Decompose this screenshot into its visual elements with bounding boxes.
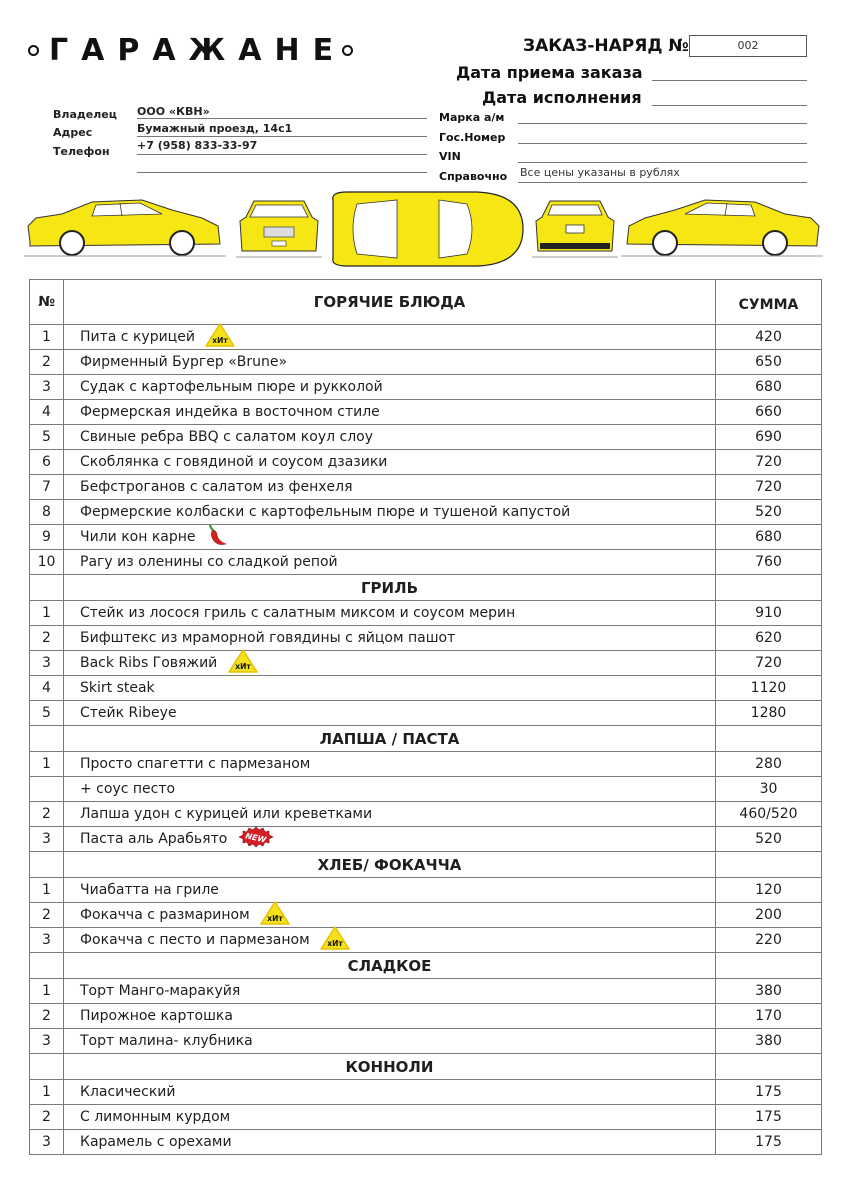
item-name: Skirt steak <box>80 680 155 696</box>
date-received-field[interactable] <box>652 80 807 81</box>
item-name-cell <box>64 450 716 475</box>
address-field[interactable]: Бумажный проезд, 14с1 <box>137 122 293 135</box>
table-row[interactable] <box>30 802 822 827</box>
item-price: 910 <box>716 601 822 626</box>
item-name: Фермерские колбаски с картофельным пюре и тушеной капустой <box>80 504 571 520</box>
item-number: 2 <box>30 903 64 928</box>
chili-pepper-icon <box>206 523 228 547</box>
table-row[interactable] <box>30 701 822 726</box>
item-name-cell <box>64 601 716 626</box>
table-row[interactable] <box>30 425 822 450</box>
hit-badge-text: хИт <box>212 336 229 345</box>
item-name: Бифштекс из мраморной говядины с яйцом пашот <box>80 630 456 646</box>
item-number: 8 <box>30 500 64 525</box>
table-row[interactable] <box>30 325 822 350</box>
item-number: 2 <box>30 350 64 375</box>
item-name: Стейк из лосося гриль с салатным миксом и соусом мерин <box>80 605 516 621</box>
date-done-label: Дата исполнения <box>482 88 642 107</box>
vin-field[interactable] <box>518 162 807 163</box>
item-name: Пирожное картошка <box>80 1008 233 1024</box>
item-price: 690 <box>716 425 822 450</box>
plate-number-field[interactable] <box>518 143 807 144</box>
table-row[interactable] <box>30 979 822 1004</box>
item-name-cell <box>64 777 716 802</box>
car-rear-icon <box>530 197 620 261</box>
item-name: Класический <box>80 1084 176 1100</box>
item-price: 720 <box>716 475 822 500</box>
item-name-cell <box>64 752 716 777</box>
item-name-cell <box>64 375 716 400</box>
item-name: Паста аль Арабьято <box>80 831 228 847</box>
table-row[interactable] <box>30 676 822 701</box>
section-title: ХЛЕБ/ ФОКАЧЧА <box>64 852 716 878</box>
item-number: 5 <box>30 425 64 450</box>
item-name: Судак с картофельным пюре и рукколой <box>80 379 383 395</box>
owner-field[interactable]: ООО «КВН» <box>137 105 210 118</box>
item-number: 2 <box>30 626 64 651</box>
item-number: 10 <box>30 550 64 575</box>
hit-warning-triangle-icon <box>228 649 258 673</box>
item-number: 9 <box>30 525 64 550</box>
section-title: СЛАДКОЕ <box>64 953 716 979</box>
table-row[interactable] <box>30 827 822 852</box>
table-row[interactable] <box>30 903 822 928</box>
item-name: Свиные ребра BBQ с салатом коул слоу <box>80 429 374 445</box>
item-number: 1 <box>30 979 64 1004</box>
item-name-cell <box>64 475 716 500</box>
column-header-sum: СУММА <box>716 280 822 325</box>
item-name: Просто спагетти с пармезаном <box>80 756 311 772</box>
item-price: 420 <box>716 325 822 350</box>
item-name-cell <box>64 676 716 701</box>
owner-label: Владелец <box>53 108 117 121</box>
item-price: 380 <box>716 979 822 1004</box>
new-badge-text: NEW <box>244 831 267 845</box>
phone-label: Телефон <box>53 145 110 158</box>
item-number: 3 <box>30 1130 64 1155</box>
car-side-left-icon <box>22 196 227 261</box>
item-name-cell <box>64 350 716 375</box>
item-number: 5 <box>30 701 64 726</box>
hit-warning-triangle-icon <box>260 901 290 925</box>
item-name: Фирменный Бургер «Brune» <box>80 354 288 370</box>
table-row[interactable] <box>30 1130 822 1155</box>
item-name: Фокачча с размарином <box>80 907 250 923</box>
item-price: 650 <box>716 350 822 375</box>
table-row[interactable] <box>30 1080 822 1105</box>
table-row[interactable] <box>30 752 822 777</box>
date-received-label: Дата приема заказа <box>456 63 643 82</box>
table-row[interactable] <box>30 350 822 375</box>
item-number: 1 <box>30 1080 64 1105</box>
section-sum-cell <box>716 953 822 979</box>
item-name: Рагу из оленины со сладкой репой <box>80 554 338 570</box>
table-row[interactable] <box>30 400 822 425</box>
item-price: 680 <box>716 525 822 550</box>
item-name: Back Ribs Говяжий <box>80 655 218 671</box>
item-price: 520 <box>716 827 822 852</box>
item-number: 4 <box>30 400 64 425</box>
item-number: 1 <box>30 878 64 903</box>
hit-badge-text: хИт <box>235 662 251 671</box>
car-brand-label: Марка а/м <box>439 111 505 124</box>
table-row[interactable] <box>30 651 822 676</box>
section-sum-cell <box>716 575 822 601</box>
section-number-cell <box>30 953 64 979</box>
item-name-cell <box>64 500 716 525</box>
item-name: Лапша удон с курицей или креветками <box>80 806 373 822</box>
section-number-cell <box>30 1054 64 1080</box>
item-name-cell <box>64 1105 716 1130</box>
item-name: Чиабатта на гриле <box>80 882 219 898</box>
section-header-row <box>30 953 822 979</box>
table-row[interactable] <box>30 1004 822 1029</box>
new-starburst-icon <box>238 826 274 848</box>
address-label: Адрес <box>53 126 93 139</box>
item-name: Фокачча с песто и пармезаном <box>80 932 310 948</box>
item-name-cell <box>64 802 716 827</box>
item-name-cell <box>64 827 716 852</box>
item-number: 3 <box>30 1029 64 1054</box>
section-sum-cell <box>716 852 822 878</box>
item-price: 175 <box>716 1130 822 1155</box>
table-row[interactable] <box>30 928 822 953</box>
car-front-icon <box>234 197 324 261</box>
hit-warning-triangle-icon <box>205 323 235 347</box>
item-name-cell <box>64 1004 716 1029</box>
table-row[interactable] <box>30 475 822 500</box>
section-sum-cell <box>716 726 822 752</box>
section-header-row <box>30 1054 822 1080</box>
table-row[interactable] <box>30 500 822 525</box>
vin-label: VIN <box>439 150 461 163</box>
order-title: ЗАКАЗ-НАРЯД № <box>523 36 689 56</box>
phone-underline <box>137 154 427 155</box>
table-row[interactable] <box>30 626 822 651</box>
item-number: 6 <box>30 450 64 475</box>
item-name-cell <box>64 979 716 1004</box>
logo-bullet-icon <box>342 45 353 56</box>
item-price: 1120 <box>716 676 822 701</box>
section-header-row <box>30 726 822 752</box>
item-price: 1280 <box>716 701 822 726</box>
section-number-cell <box>30 575 64 601</box>
item-number: 2 <box>30 1004 64 1029</box>
table-row[interactable] <box>30 375 822 400</box>
address-underline <box>137 136 427 137</box>
item-name-cell <box>64 651 716 676</box>
item-price: 760 <box>716 550 822 575</box>
item-name-cell <box>64 1029 716 1054</box>
item-name-cell <box>64 1130 716 1155</box>
item-number: 7 <box>30 475 64 500</box>
item-name-cell <box>64 525 716 550</box>
item-price: 170 <box>716 1004 822 1029</box>
section-title: ГОРЯЧИЕ БЛЮДА <box>64 280 716 325</box>
item-name-cell <box>64 701 716 726</box>
item-number: 2 <box>30 1105 64 1130</box>
item-price: 660 <box>716 400 822 425</box>
section-title: КОННОЛИ <box>64 1054 716 1080</box>
owner-underline <box>137 118 427 119</box>
item-price: 200 <box>716 903 822 928</box>
section-number-cell <box>30 852 64 878</box>
item-price: 520 <box>716 500 822 525</box>
item-name: Фермерская индейка в восточном стиле <box>80 404 380 420</box>
car-side-right-icon <box>620 196 825 261</box>
item-name: Пита с курицей <box>80 329 195 345</box>
item-number: 3 <box>30 375 64 400</box>
phone-field[interactable]: +7 (958) 833-33-97 <box>137 139 258 152</box>
section-header-row <box>30 852 822 878</box>
item-number: 2 <box>30 802 64 827</box>
section-header-row <box>30 575 822 601</box>
item-name: + соус песто <box>80 781 176 797</box>
table-row[interactable] <box>30 1105 822 1130</box>
item-number: 3 <box>30 827 64 852</box>
section-number-cell <box>30 726 64 752</box>
reference-field[interactable]: Все цены указаны в рублях <box>520 166 680 179</box>
item-name-cell <box>64 425 716 450</box>
item-number: 1 <box>30 325 64 350</box>
date-done-field[interactable] <box>652 105 807 106</box>
item-name-cell <box>64 550 716 575</box>
hit-badge-text: хИт <box>267 914 283 923</box>
table-row[interactable] <box>30 878 822 903</box>
table-row[interactable] <box>30 450 822 475</box>
hit-warning-triangle-icon <box>320 926 350 950</box>
item-name: С лимонным курдом <box>80 1109 231 1125</box>
item-name-cell <box>64 400 716 425</box>
item-name: Торт малина- клубника <box>80 1033 253 1049</box>
item-name-cell <box>64 626 716 651</box>
item-price: 220 <box>716 928 822 953</box>
item-number: 3 <box>30 928 64 953</box>
brand-name: ГАРАЖАНЕ <box>49 32 347 68</box>
item-price: 460/520 <box>716 802 822 827</box>
column-header-number: № <box>30 280 64 325</box>
item-name: Торт Манго-маракуйя <box>80 983 241 999</box>
item-price: 120 <box>716 878 822 903</box>
menu-table <box>29 279 822 1155</box>
item-number: 1 <box>30 752 64 777</box>
table-header-row <box>30 280 822 325</box>
table-row[interactable] <box>30 550 822 575</box>
section-title: ГРИЛЬ <box>64 575 716 601</box>
item-price: 30 <box>716 777 822 802</box>
extra-field-underline[interactable] <box>137 172 427 173</box>
car-brand-field[interactable] <box>518 123 807 124</box>
item-price: 380 <box>716 1029 822 1054</box>
table-row[interactable] <box>30 525 822 550</box>
reference-underline <box>518 182 807 183</box>
item-number <box>30 777 64 802</box>
item-number: 1 <box>30 601 64 626</box>
item-price: 720 <box>716 651 822 676</box>
brand-logo <box>28 30 353 70</box>
section-sum-cell <box>716 1054 822 1080</box>
item-name-cell <box>64 903 716 928</box>
table-row[interactable] <box>30 601 822 626</box>
item-name: Карамель с орехами <box>80 1134 232 1150</box>
item-name: Стейк Ribeye <box>80 705 177 721</box>
item-number: 3 <box>30 651 64 676</box>
item-price: 175 <box>716 1080 822 1105</box>
item-price: 680 <box>716 375 822 400</box>
section-title: ЛАПША / ПАСТА <box>64 726 716 752</box>
car-top-icon <box>327 190 527 268</box>
item-price: 175 <box>716 1105 822 1130</box>
item-name: Бефстроганов с салатом из фенхеля <box>80 479 353 495</box>
item-price: 280 <box>716 752 822 777</box>
item-price: 620 <box>716 626 822 651</box>
item-name: Чили кон карне <box>80 529 196 545</box>
item-name-cell <box>64 1080 716 1105</box>
item-name-cell <box>64 878 716 903</box>
logo-bullet-icon <box>28 45 39 56</box>
order-number-field[interactable]: 002 <box>689 35 807 57</box>
item-name-cell <box>64 928 716 953</box>
table-row[interactable] <box>30 777 822 802</box>
item-name-cell <box>64 325 716 350</box>
table-row[interactable] <box>30 1029 822 1054</box>
hit-badge-text: хИт <box>327 939 343 948</box>
item-number: 4 <box>30 676 64 701</box>
item-name: Скоблянка с говядиной и соусом дзазики <box>80 454 388 470</box>
item-price: 720 <box>716 450 822 475</box>
plate-number-label: Гос.Номер <box>439 131 506 144</box>
reference-label: Справочно <box>439 170 508 183</box>
